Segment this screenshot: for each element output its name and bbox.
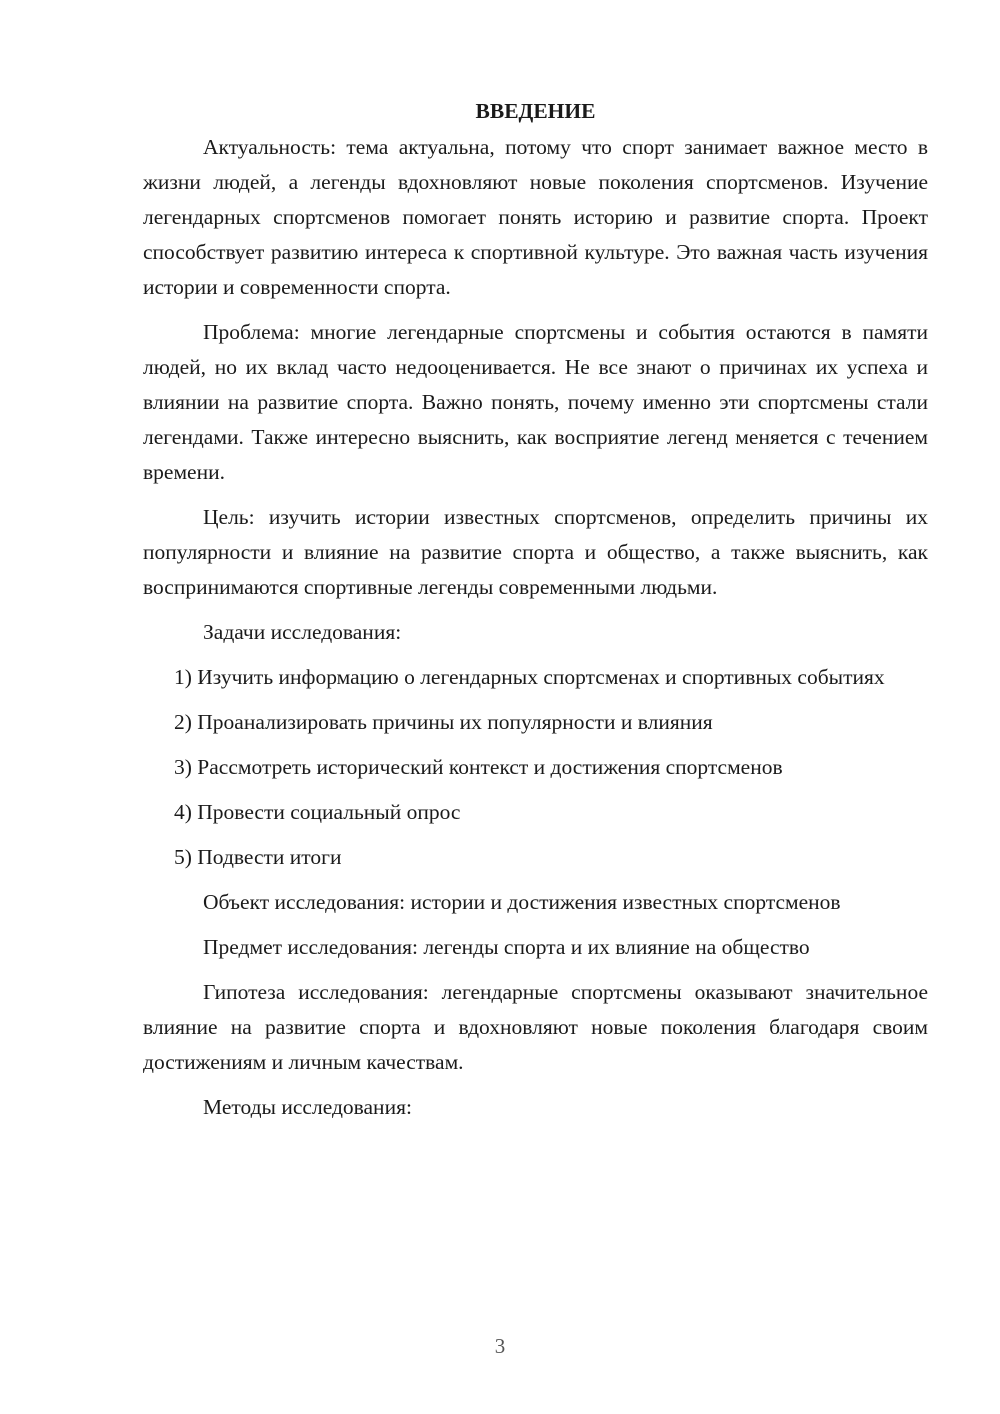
- task-item-5: 5) Подвести итоги: [174, 845, 342, 869]
- goal-paragraph: Цель: изучить истории известных спортсменов, определить причины их популярности и влияние на развитие спорта и общество, а также выяснить, как воспринимаются спортивные легенды современными людьми.: [143, 505, 928, 599]
- page-content: [143, 96, 928, 1135]
- task-item-1: 1) Изучить информацию о легендарных спортсменах и спортивных событиях: [174, 665, 885, 689]
- object-paragraph: Объект исследования: истории и достижения известных спортсменов: [203, 890, 841, 914]
- tasks-title: Задачи исследования:: [203, 620, 402, 644]
- task-item-3: 3) Рассмотреть исторический контекст и достижения спортсменов: [174, 755, 783, 779]
- task-item-2: 2) Проанализировать причины их популярности и влияния: [174, 710, 713, 734]
- problem-paragraph: Проблема: многие легендарные спортсмены и события остаются в памяти людей, но их вклад часто недооценивается. Не все знают о причинах их успеха и влиянии на развитие спорта. Важно понять, почему именно эти спортсмены стали легендами. Также интересно выяснить, как восприятие легенд меняется с течением времени.: [143, 320, 928, 484]
- task-item-4: 4) Провести социальный опрос: [174, 800, 461, 824]
- subject-paragraph: Предмет исследования: легенды спорта и их влияние на общество: [203, 935, 810, 959]
- relevance-paragraph: Актуальность: тема актуальна, потому что спорт занимает важное место в жизни людей, а легенды вдохновляют новые поколения спортсменов. Изучение легендарных спортсменов помогает понять историю и развитие спорта. Проект способствует развитию интереса к спортивной культуре. Это важная часть изучения истории и современности спорта.: [143, 135, 928, 299]
- hypothesis-paragraph: Гипотеза исследования: легендарные спортсмены оказывают значительное влияние на развитие спорта и вдохновляют новые поколения благодаря своим достижениям и личным качествам.: [143, 980, 928, 1074]
- section-heading: ВВЕДЕНИЕ: [475, 99, 596, 123]
- page-number: 3: [494, 1334, 506, 1358]
- methods-title: Методы исследования:: [203, 1095, 412, 1119]
